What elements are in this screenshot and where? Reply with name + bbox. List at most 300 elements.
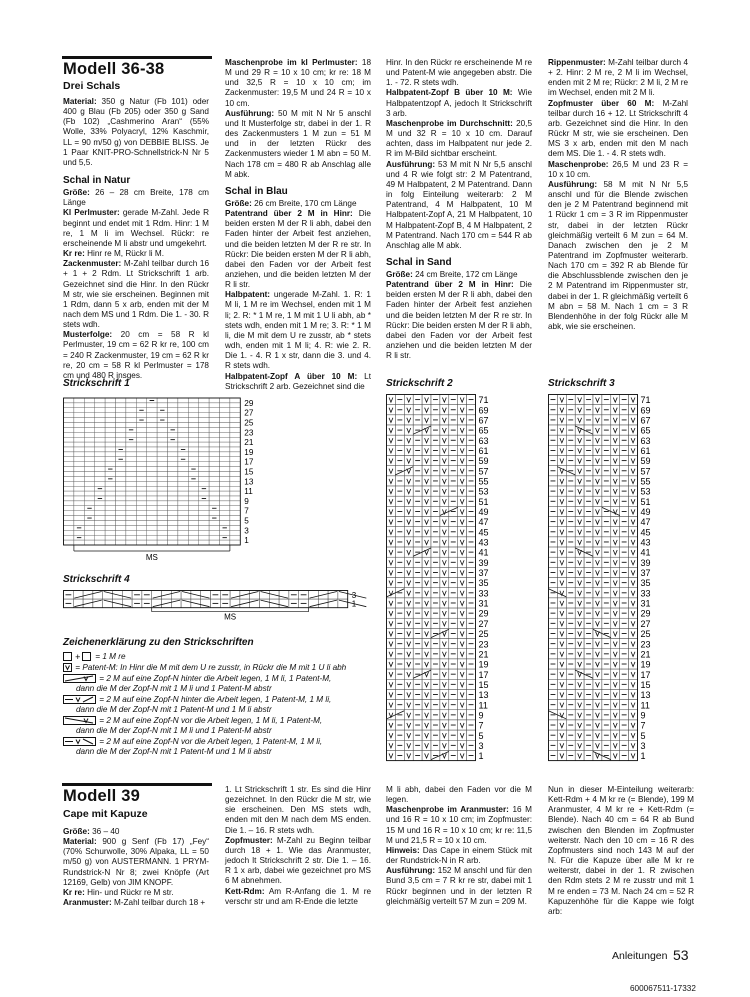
chart1-cell — [209, 530, 219, 535]
chart1-cell — [220, 506, 230, 511]
chart2-row-label: 55 — [478, 476, 489, 487]
chart1-cell — [74, 491, 84, 496]
chart1-cell — [209, 511, 219, 516]
chart1-cell — [168, 432, 178, 437]
chart1-cell — [116, 525, 126, 530]
chart1-cell — [136, 427, 146, 432]
chart1-cell — [188, 457, 198, 462]
chart1-cell — [74, 442, 84, 447]
chart1-cell — [178, 521, 188, 526]
chart1-cell — [168, 506, 178, 511]
chart1-cell — [188, 437, 198, 442]
chart1-cell — [95, 408, 105, 413]
chart3-row-label: 31 — [640, 598, 651, 609]
chart1-cell — [64, 511, 74, 516]
chart1-cell — [74, 511, 84, 516]
chart1-cell — [95, 521, 105, 526]
chart2-row-label: 39 — [478, 557, 489, 568]
maschenprobe-paragraph: Maschenprobe im Aranmuster: 16 M und 16 R = 10 x 10 cm; im Zopfmuster: 15 M und 16 R = 10 x 10 cm; kr re: 11,5 M und 21,5 R = 10 x 10 cm. — [386, 805, 532, 845]
chart1-cell — [220, 418, 230, 423]
chart1-cell — [74, 457, 84, 462]
chart1-cell — [105, 491, 115, 496]
chart4-row-label: 3 — [351, 591, 357, 601]
chart3-row-label: 61 — [640, 446, 651, 457]
chart1-cell — [157, 481, 167, 486]
chart1-cell — [230, 403, 240, 408]
chart1-cell — [64, 481, 74, 486]
chart1-cell — [126, 476, 136, 481]
chart2-row-label: 51 — [478, 496, 489, 507]
chart3-row-label: 19 — [640, 659, 651, 670]
chart1-cell — [116, 452, 126, 457]
chart1-cell — [168, 467, 178, 472]
chart1-cell — [84, 501, 94, 506]
chart1-cell — [136, 467, 146, 472]
chart1-cell — [230, 535, 240, 540]
chart1-cell — [157, 437, 167, 442]
chart1-cell — [199, 452, 209, 457]
chart1-cell — [64, 462, 74, 467]
chart1-cell — [105, 530, 115, 535]
chart1-cell — [209, 525, 219, 530]
chart1-cell — [188, 530, 198, 535]
chart1-cell — [95, 398, 105, 403]
chart1-cell — [84, 437, 94, 442]
groesse-paragraph: Größe: 26 – 28 cm Breite, 178 cm Länge — [63, 188, 209, 208]
chart1-cell — [95, 501, 105, 506]
chart1-cell — [178, 491, 188, 496]
section2-subtitle: Cape mit Kapuze — [63, 808, 148, 820]
chart1-cell — [126, 423, 136, 428]
chart1-cell — [136, 447, 146, 452]
legend-item-cable-2: = 2 M auf eine Zopf-N hinter die Arbeit legen, 1 Patent-M, 1 M li, dann die M der Zopf-N mit 1 Patent-M und 1 M li abstr — [63, 695, 331, 715]
chart1-cell — [126, 447, 136, 452]
chart1-cell — [84, 462, 94, 467]
chart1-row-label: 15 — [244, 467, 254, 477]
chart1-cell — [168, 521, 178, 526]
chart1-cell — [220, 521, 230, 526]
chart3-row-label: 47 — [640, 517, 651, 528]
chart1-cell — [178, 413, 188, 418]
chart1-cell — [168, 472, 178, 477]
chart1-cell — [178, 501, 188, 506]
chart3-row-label: 37 — [640, 568, 651, 579]
zackenmuster-paragraph: Zackenmuster: M-Zahl teilbar durch 16 + 1 + 2 Rdm. Lt Strickschrift 1 arb. Gezeichnet sind die Hinr. In den Rückr M str, wie sie erscheinen. Beginnen mit 1 Rdm, dann 5 x arb, enden mit der M nach dem MS und 1 Rdm. Die 1. - 30. R stets wdh. — [63, 259, 210, 330]
chart1-cell — [230, 486, 240, 491]
chart2-row-label: 9 — [478, 710, 484, 721]
chart1-cell — [147, 535, 157, 540]
chart4-grid — [63, 590, 373, 622]
chart1-cell — [116, 481, 126, 486]
chart1-cell — [147, 408, 157, 413]
chart1-cell — [136, 506, 146, 511]
section2-title: Modell 39 — [63, 787, 140, 805]
chart1-cell — [168, 530, 178, 535]
cable-back-patent-icon — [63, 695, 97, 704]
chart1-cell — [64, 418, 74, 423]
chart1-cell — [178, 418, 188, 423]
chart1-cell — [220, 467, 230, 472]
chart1-cell — [220, 452, 230, 457]
chart1-row-label: 1 — [244, 536, 249, 546]
chart1-cell — [147, 496, 157, 501]
chart1-cell — [188, 462, 198, 467]
chart1-cell — [95, 535, 105, 540]
chart1-cell — [126, 501, 136, 506]
chart1-cell — [178, 481, 188, 486]
chart1-cell — [95, 427, 105, 432]
chart2-row-label: 21 — [478, 649, 489, 660]
chart1-cell — [64, 521, 74, 526]
chart1-cell — [105, 452, 115, 457]
chart1-cell — [220, 476, 230, 481]
chart1-cell — [126, 496, 136, 501]
chart1-cell — [188, 511, 198, 516]
chart1-cell — [64, 408, 74, 413]
chart1-cell — [74, 432, 84, 437]
chart1-cell — [199, 418, 209, 423]
kl-perlmuster-paragraph: Kl Perlmuster: gerade M-Zahl. Jede R beginnt und endet mit 1 Rdm. Hinr: 1 M re, 1 M li im Wechsel. Rückr: re erscheinende M li abstr und umgekehrt. — [63, 208, 210, 248]
chart3-row-label: 11 — [640, 700, 650, 711]
chart1-row-label: 21 — [244, 438, 254, 448]
chart1-cell — [199, 447, 209, 452]
chart1-cell — [188, 535, 198, 540]
chart1-cell — [147, 427, 157, 432]
material-paragraph: Material: 350 g Natur (Fb 101) oder 400 g Blau (Fb 205) oder 350 g Sand (Fb 102) „Cashmerino Aran“ (55% Wolle, 33% Polyacryl, 12% Kaschmir, LL = 90 m/50 g) von DEBBIE BLISS. Je 1 Paar KNIT-PRO-Schnellstrick-N Nr 5 und 5,5. — [63, 97, 209, 167]
chart1-cell — [136, 423, 146, 428]
chart1-cell — [230, 457, 240, 462]
chart1-grid — [63, 394, 263, 564]
chart2-row-label: 5 — [478, 730, 484, 741]
chart2-row-label: 71 — [478, 395, 489, 406]
chart1-cell — [136, 516, 146, 521]
kr-re-paragraph: Kr re: Hinr re M, Rückr li M. — [63, 249, 164, 259]
chart1-cell — [168, 442, 178, 447]
chart1-cell — [126, 442, 136, 447]
legend-item-patent: = Patent-M: In Hinr die M mit dem U re zusstr, in Rückr die M mit 1 U li abh — [63, 663, 346, 673]
chart1-cell — [116, 413, 126, 418]
chart1-cell — [157, 491, 167, 496]
chart1-cell — [147, 525, 157, 530]
chart1-cell — [230, 423, 240, 428]
chart1-cell — [116, 403, 126, 408]
chart1-cell — [209, 457, 219, 462]
chart1-cell — [178, 476, 188, 481]
ausfuehrung-paragraph: Ausführung: 53 M mit N Nr 5,5 anschl und 4 R wie folgt str: 2 M Patentrand, 49 M Halbpatent, 2 M Patentrand. Dann in folg Einteilung weiterarb: 2 M Patentrand, 4 M Halbpatent, 10 M Halbpatent-Zopf A, 21 M Halbpatent, 10 M Halbpatent-Zopf B, 4 M Halbpatent, 2 M Patentrand. Nach 170 cm = 544 R ab Anschlag alle M abk. — [386, 159, 532, 250]
chart1-cell — [126, 418, 136, 423]
chart1-cell — [178, 506, 188, 511]
chart1-cell — [199, 413, 209, 418]
chart1-cell — [147, 511, 157, 516]
chart1-cell — [188, 491, 198, 496]
chart1-cell — [178, 427, 188, 432]
chart1-cell — [116, 540, 126, 545]
chart1-cell — [199, 525, 209, 530]
chart1-cell — [84, 481, 94, 486]
maschenprobe-paragraph: Maschenprobe: 26,5 M und 23 R = 10 x 10 cm. — [548, 159, 689, 179]
chart1-cell — [95, 476, 105, 481]
chart2-row-label: 53 — [478, 486, 489, 497]
chart1-cell — [136, 442, 146, 447]
chart1-cell — [136, 437, 146, 442]
chart4-ms-label: MS — [224, 612, 237, 622]
chart1-cell — [188, 540, 198, 545]
chart1-cell — [95, 403, 105, 408]
chart1-cell — [157, 525, 167, 530]
chart1-cell — [220, 530, 230, 535]
chart1-cell — [168, 491, 178, 496]
chart1-cell — [157, 535, 167, 540]
chart1-cell — [209, 452, 219, 457]
chart1-cell — [126, 472, 136, 477]
chart1-cell — [209, 486, 219, 491]
chart1-cell — [74, 427, 84, 432]
chart2-row-label: 63 — [478, 435, 489, 446]
chart1-cell — [116, 462, 126, 467]
chart1-cell — [209, 408, 219, 413]
chart1-cell — [199, 516, 209, 521]
section1-column-3 — [386, 58, 532, 361]
chart1-cell — [116, 501, 126, 506]
chart1-cell — [147, 467, 157, 472]
chart1-cell — [136, 521, 146, 526]
chart2-row-label: 1 — [478, 751, 484, 762]
chart1-cell — [147, 423, 157, 428]
chart1-cell — [64, 398, 74, 403]
chart1-cell — [168, 418, 178, 423]
chart1-cell — [105, 516, 115, 521]
chart1-cell — [157, 398, 167, 403]
chart1-cell — [220, 540, 230, 545]
chart1-cell — [95, 530, 105, 535]
chart1-cell — [147, 437, 157, 442]
chart1-cell — [105, 413, 115, 418]
heading-schal-blau: Schal in Blau — [225, 185, 288, 197]
legend-item-cable-1: = 2 M auf eine Zopf-N hinter die Arbeit legen, 1 M li, 1 Patent-M, dann die M der Zopf-N mit 1 M li und 1 Patent-M abstr — [63, 674, 331, 694]
chart1-cell — [136, 491, 146, 496]
chart1-cell — [64, 496, 74, 501]
chart1-cell — [64, 535, 74, 540]
chart3-row-label: 1 — [640, 751, 646, 762]
chart1-cell — [199, 437, 209, 442]
section1-column-2 — [225, 58, 371, 392]
chart3-row-label: 71 — [640, 395, 651, 406]
chart1-cell — [188, 506, 198, 511]
chart1-cell — [230, 516, 240, 521]
chart1-cell — [157, 530, 167, 535]
chart1-cell — [220, 447, 230, 452]
chart3-row-label: 69 — [640, 405, 651, 416]
chart2-row-label: 19 — [478, 659, 489, 670]
chart2-row-label: 23 — [478, 639, 489, 650]
chart1-cell — [84, 496, 94, 501]
chart3-row-label: 51 — [640, 496, 651, 507]
chart1-cell — [199, 432, 209, 437]
chart1-cell — [230, 437, 240, 442]
chart1-cell — [157, 447, 167, 452]
chart3-row-label: 63 — [640, 435, 651, 446]
patent-stitch-icon — [63, 663, 73, 672]
kett-rdm-paragraph: Kett-Rdm: Am R-Anfang die 1. M re verschr str und am R-Ende die letzte — [225, 886, 371, 906]
chart1-cell — [199, 467, 209, 472]
chart1-cell — [105, 442, 115, 447]
chart1-cell — [157, 486, 167, 491]
chart2-title: Strickschrift 2 — [386, 378, 453, 389]
chart2-row-label: 37 — [478, 568, 489, 579]
ausfuehrung-paragraph: Ausführung: 50 M mit N Nr 5 anschl und lt Musterfolge str, dabei in der 1. R des Zackenmusters 1 M zun = 51 M und in der letzten Rückr des Zackenmusters wieder 1 M abn = 50 M. Nach 178 cm = 480 R ab Anschlag alle M abk. — [225, 108, 372, 179]
chart1-cell — [188, 452, 198, 457]
chart1-cell — [178, 423, 188, 428]
chart1-cell — [84, 457, 94, 462]
chart1-cell — [209, 481, 219, 486]
chart1-cell — [230, 398, 240, 403]
patentrand-paragraph: Patentrand über 2 M in Hinr: Die beiden ersten M der R li abh, dabei den Faden hinter der Arbeit fest anziehen und die beiden letzten M der R re str. In Rückr: Die beiden ersten M der R li abh, dabei den Faden vor der Arbeit fest anziehen und die beiden letzten M der R li str. — [386, 280, 532, 361]
chart1-cell — [116, 506, 126, 511]
section1-title: Modell 36-38 — [63, 60, 165, 78]
chart1-cell — [157, 540, 167, 545]
chart2-row-label: 31 — [478, 598, 489, 609]
chart1-cell — [74, 403, 84, 408]
chart1-cell — [178, 403, 188, 408]
chart1-cell — [157, 452, 167, 457]
chart1-cell — [178, 472, 188, 477]
chart1-cell — [74, 423, 84, 428]
chart1-cell — [126, 486, 136, 491]
chart1-cell — [230, 496, 240, 501]
chart1-cell — [188, 398, 198, 403]
chart1-cell — [136, 481, 146, 486]
chart1-cell — [64, 403, 74, 408]
chart1-cell — [116, 516, 126, 521]
chart1-cell — [84, 452, 94, 457]
chart1-cell — [168, 413, 178, 418]
chart1-cell — [84, 535, 94, 540]
chart1-cell — [188, 496, 198, 501]
chart1-cell — [199, 476, 209, 481]
chart1-cell — [95, 540, 105, 545]
halbpatent-paragraph: Halbpatent: ungerade M-Zahl. 1. R: 1 M li, 1 M re im Wechsel, enden mit 1 M li; 2. R: * 1 M re, 1 M mit 1 U li abh, ab * stets wdh, enden mit 1 M re; 3. R: * 1 M li, die M mit dem U re zusstr, ab * stets wdh, enden mit 1 M li; 4. R: wie 2. R. Die 1. - 4. R 1 x str, dann die 3. und 4. R stets wdh. — [225, 290, 371, 371]
groesse-paragraph: Größe: 26 cm Breite, 170 cm Länge — [225, 198, 357, 208]
chart1-cell — [188, 403, 198, 408]
section1-column-1 — [63, 97, 209, 381]
chart1-cell — [157, 442, 167, 447]
chart1-cell — [157, 472, 167, 477]
chart1-cell — [220, 432, 230, 437]
chart1-cell — [168, 408, 178, 413]
chart1-row-label: 19 — [244, 447, 254, 457]
section2-column-3 — [386, 785, 532, 907]
chart1-cell — [74, 408, 84, 413]
chart1-cell — [220, 403, 230, 408]
chart2-cells — [387, 395, 476, 761]
chart1-cell — [84, 540, 94, 545]
chart1-cell — [220, 486, 230, 491]
chart1-cell — [168, 476, 178, 481]
chart1-cell — [178, 486, 188, 491]
chart1-cell — [105, 457, 115, 462]
chart1-cell — [105, 525, 115, 530]
chart1-cell — [230, 530, 240, 535]
chart3-row-label: 57 — [640, 466, 651, 477]
chart1-cell — [126, 408, 136, 413]
chart1-cell — [64, 432, 74, 437]
chart1-cell — [147, 418, 157, 423]
chart1-cell — [64, 501, 74, 506]
chart1-row-label: 3 — [244, 526, 249, 536]
chart1-cell — [188, 408, 198, 413]
rueckr-paragraph: Hinr. In den Rückr re erscheinende M re und Patent-M wie angegeben abstr. Die 1. - 72. R stets wdh. — [386, 58, 532, 88]
maschenprobe-paragraph: Maschenprobe im Durchschnitt: 20,5 M und 32 R = 10 x 10 cm. Darauf achten, dass im Halbpatent nur jede 2. R im M-Bild sichtbar erscheint. — [386, 118, 532, 159]
chart1-cell — [95, 472, 105, 477]
chart1-cell — [116, 496, 126, 501]
chart3-row-label: 59 — [640, 456, 651, 467]
chart1-cell — [116, 491, 126, 496]
chart1-cell — [116, 408, 126, 413]
chart3-row-label: 29 — [640, 608, 651, 619]
chart1-cell — [168, 452, 178, 457]
chart1-cell — [64, 457, 74, 462]
chart1-cell — [230, 521, 240, 526]
chart1-cell — [199, 457, 209, 462]
chart1-cell — [168, 516, 178, 521]
chart1-cell — [64, 413, 74, 418]
chart1-cell — [178, 408, 188, 413]
chart4-row-label: 1 — [351, 599, 357, 609]
chart1-cell — [230, 472, 240, 477]
chart1-cell — [168, 423, 178, 428]
chart1-cell — [178, 530, 188, 535]
chart2-row-label: 47 — [478, 517, 489, 528]
chart1-cell — [220, 398, 230, 403]
chart1-cell — [74, 496, 84, 501]
chart1-cell — [209, 535, 219, 540]
chart1-cell — [209, 501, 219, 506]
chart1-cell — [126, 525, 136, 530]
chart1-cell — [95, 481, 105, 486]
chart1-cell — [230, 452, 240, 457]
zopfmuster-paragraph: Zopfmuster über 60 M: M-Zahl teilbar durch 16 + 12. Lt Strickschrift 4 arb. Gezeichnet sind die Hinr. In den Rückr M str, wie sie erscheinen. Den MS 3 x arb, enden mit den M nach dem MS. Die 1. - 4. R stets wdh. — [548, 98, 688, 159]
chart1-cell — [74, 540, 84, 545]
chart3-row-label: 21 — [640, 649, 651, 660]
chart1-cell — [95, 418, 105, 423]
groesse-paragraph: Größe: 24 cm Breite, 172 cm Länge — [386, 269, 518, 279]
chart3-row-label: 17 — [640, 669, 651, 680]
chart1-cell — [116, 535, 126, 540]
chart1-cell — [157, 506, 167, 511]
chart1-cell — [220, 491, 230, 496]
chart1-cell — [209, 413, 219, 418]
chart1-cell — [136, 540, 146, 545]
chart2-row-label: 61 — [478, 446, 489, 457]
chart1-cell — [157, 423, 167, 428]
chart2-row-label: 25 — [478, 629, 489, 640]
chart1-cell — [178, 496, 188, 501]
chart1-cell — [147, 540, 157, 545]
chart1-cell — [105, 472, 115, 477]
chart1-cell — [126, 413, 136, 418]
chart1-cell — [126, 398, 136, 403]
chart1-cell — [220, 472, 230, 477]
halbpatent-zopf-a-paragraph: Halbpatent-Zopf A über 10 M: Lt Strickschrift 2 arb. Gezeichnet sind die — [225, 371, 371, 391]
musterfolge-paragraph: Musterfolge: 20 cm = 58 R kl Perlmuster, 19 cm = 62 R kr re, 100 cm = 240 R Zackenmuster, 19 cm = 62 R kr re, 20 cm = 58 R kl Perlmuster = 178 cm und 480 R insges. — [63, 330, 210, 380]
chart1-cell — [168, 525, 178, 530]
chart1-cell — [95, 442, 105, 447]
chart1-cell — [64, 540, 74, 545]
einteilung-paragraph: Nun in dieser M-Einteilung weiterarb: Kett-Rdm + 4 M kr re (= Blende), 199 M Aranmuster, 4 M kr re + Kett-Rdm (= Blende). Nach 40 cm = 64 R ab Bund zwischen den Blenden im Zopfmuster weiterstr. Nach den 10 cm = 16 R des Zopfmusters sind noch 143 M auf der N. Für die Kapuze über alle M kr re weiterstr, dabei in der 1. R zwischen den Rdm stets 2 M re zusstr und mit 1 M re enden = 73 M. Nach 24 cm = 52 R Kapuzenhöhe für die Kappe wie folgt arb: — [548, 785, 694, 916]
chart1-cell — [178, 540, 188, 545]
chart1-cell — [74, 413, 84, 418]
halbpatent-zopf-b-paragraph: Halbpatent-Zopf B über 10 M: Wie Halbpatentzopf A, jedoch lt Strickschrift 3 arb. — [386, 88, 533, 118]
